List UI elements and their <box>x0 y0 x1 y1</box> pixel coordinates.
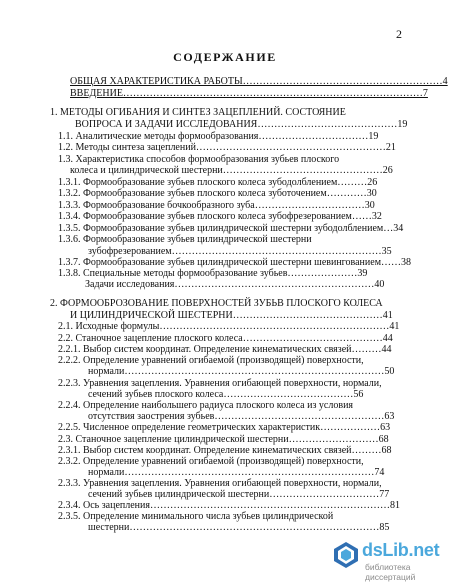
toc-entry: 1.3.2. Формообразование зубьев плоского колеса зуботочением…………30 <box>58 188 377 199</box>
toc-entry: ВОПРОСА И ЗАДАЧИ ИССЛЕДОВАНИЯ……………………………………19 <box>75 119 408 130</box>
toc-entry: 2.2.3. Уравнения зацепления. Уравнения огибающей поверхности, нормали, <box>58 378 382 389</box>
toc-entry: отсутствия заострения зубьев……………………………………………63 <box>88 411 395 422</box>
toc-entry: 2.2. Станочное зацепление плоского колеса……………………………………44 <box>58 333 393 344</box>
toc-entry: 1.3.5. Формообразование зубьев цилиндрической шестерни зубодолблением…34 <box>58 223 404 234</box>
toc-entry: 2.3.4. Ось зацепления………………………………………………………………81 <box>58 500 400 511</box>
toc-entry: ВВЕДЕНИЕ………………………………………………………………………………7 <box>70 88 428 99</box>
toc-title: СОДЕРЖАНИЕ <box>173 50 277 64</box>
dslib-watermark <box>332 537 442 582</box>
watermark-tagline: библиотека диссертаций <box>365 562 416 582</box>
toc-entry: нормали……………………………………………………………………50 <box>88 366 395 377</box>
toc-entry: 2.3.5. Определение минимального числа зубьев цилиндрической <box>58 511 334 522</box>
toc-entry: 1.3. Характеристика способов формообразования зубьев плоского <box>58 154 340 165</box>
toc-entry: 1.3.8. Специальные методы формообразование зубьев…………………39 <box>58 268 368 279</box>
toc-entry: 2.2.2. Определение уравнений огибаемой (производящей) поверхности, <box>58 355 364 366</box>
toc-entry: зубофрезерованием………………………………………………………35 <box>88 246 392 257</box>
toc-entry: 2.3.2. Определение уравнений огибаемой (производящей) поверхности, <box>58 456 364 467</box>
toc-entry: 1.2. Методы синтеза зацеплений…………………………………………………21 <box>58 142 396 153</box>
toc-entry: сечений зубьев плоского колеса…………………………………56 <box>88 389 364 400</box>
toc-entry: 1.1. Аналитические методы формообразования……………………………19 <box>58 131 379 142</box>
toc-entry: ОБЩАЯ ХАРАКТЕРИСТИКА РАБОТЫ……………………………………………………4 <box>70 76 448 87</box>
toc-entry: 1.3.1. Формообразование зубьев плоского колеса зубодолблением………26 <box>58 177 378 188</box>
toc-entry: 1.3.7. Формообразование зубьев цилиндрической шестерни шевингованием……38 <box>58 257 412 268</box>
toc-entry: сечений зубьев цилиндрической шестерни……………………………77 <box>88 489 390 500</box>
toc-entry: 2.3. Станочное зацепление цилиндрической шестерни………………………68 <box>58 434 389 445</box>
toc-entry: 1.3.4. Формообразование зубьев плоского колеса зубофрезерованием……32 <box>58 211 382 222</box>
toc-entry: 1.3.6. Формообразование зубьев цилиндрической шестерни <box>58 234 312 245</box>
toc-entry: нормали…………………………………………………………………74 <box>88 467 385 478</box>
toc-entry: 2.2.5. Численное определение геометрических характеристик………………63 <box>58 422 391 433</box>
toc-entry: 2.2.1. Выбор систем координат. Определение кинематических связей………44 <box>58 344 392 355</box>
toc-entry: 1. МЕТОДЫ ОГИБАНИЯ И СИНТЕЗ ЗАЦЕПЛЕНИЙ. СОСТОЯНИЕ <box>50 107 346 118</box>
toc-entry: 2.3.1. Выбор систем координат. Определение кинематических связей………68 <box>58 445 392 456</box>
toc-entry: Задачи исследования……………………………………………………40 <box>85 279 385 290</box>
toc-entry: шестерни…………………………………………………………………85 <box>88 522 390 533</box>
dslib-logo-icon <box>332 541 360 569</box>
toc-entry: 2.1. Исходные формулы……………………………………………………………41 <box>58 321 400 332</box>
watermark-brand: dsLib.net <box>362 540 440 560</box>
page-number: 2 <box>396 27 402 41</box>
toc-entry: 2. ФОРМООБРОЗОВАНИЕ ПОВЕРХНОСТЕЙ ЗУБЬВ ПЛОСКОГО КОЛЕСА <box>50 298 383 309</box>
toc-entry: 2.2.4. Определение наибольшего радиуса плоского колеса из условия <box>58 400 354 411</box>
toc-entry: колеса и цилиндрической шестерни…………………………………………26 <box>70 165 393 176</box>
toc-entry: 2.3.3. Уравнения зацепления. Уравнения огибающей поверхности, нормали, <box>58 478 382 489</box>
toc-entry: И ЦИЛИНДРИЧЕСКОЙ ШЕСТЕРНИ………………………………………41 <box>70 310 393 321</box>
toc-entry: 1.3.3. Формообразование бочкообразного зуба……………………………30 <box>58 200 375 211</box>
